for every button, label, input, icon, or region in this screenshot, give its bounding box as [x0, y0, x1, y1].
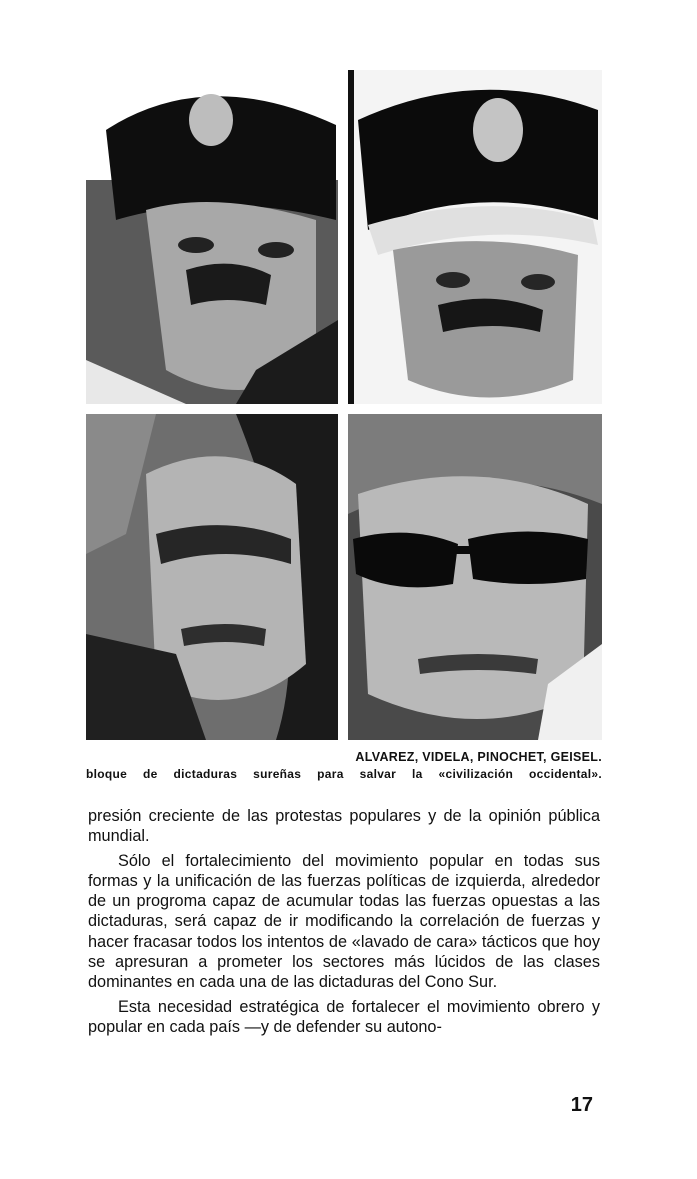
- portrait-photo-pinochet: [86, 414, 338, 740]
- page-number: 17: [570, 1094, 593, 1116]
- portrait-photo-videla: [348, 70, 602, 404]
- paragraph: presión creciente de las protestas populares y de la opinión pública mundial.: [88, 807, 600, 846]
- portrait-photo-geisel: [348, 414, 602, 740]
- photo-collage: [86, 70, 602, 740]
- photo-caption-names: ALVAREZ, VIDELA, PINOCHET, GEISEL.: [355, 750, 602, 764]
- paragraph: Sólo el fortalecimiento del movimiento popular en todas sus formas y la unificación de las fuerzas políticas de izquierda, alrededor de un progroma capaz de acumular todas las fuerzas opuestas a las dictaduras, será capaz de ir modificando la correlación de fuerzas y hacer fracasar todos los intentos de «lavado de cara» tácticos que hoy se apresuran a prometer los sectores más lúcidos de las clases dominantes en cada una de las dictaduras del Cono Sur.: [88, 851, 600, 992]
- body-text: [88, 806, 600, 1037]
- paragraph: Esta necesidad estratégica de fortalecer el movimiento obrero y popular en cada país —y de defender su autono-: [88, 997, 600, 1036]
- photo-caption-subtitle: bloque de dictaduras sureñas para salvar la «civilización occidental».: [86, 767, 602, 781]
- portrait-photo-alvarez: [86, 70, 338, 404]
